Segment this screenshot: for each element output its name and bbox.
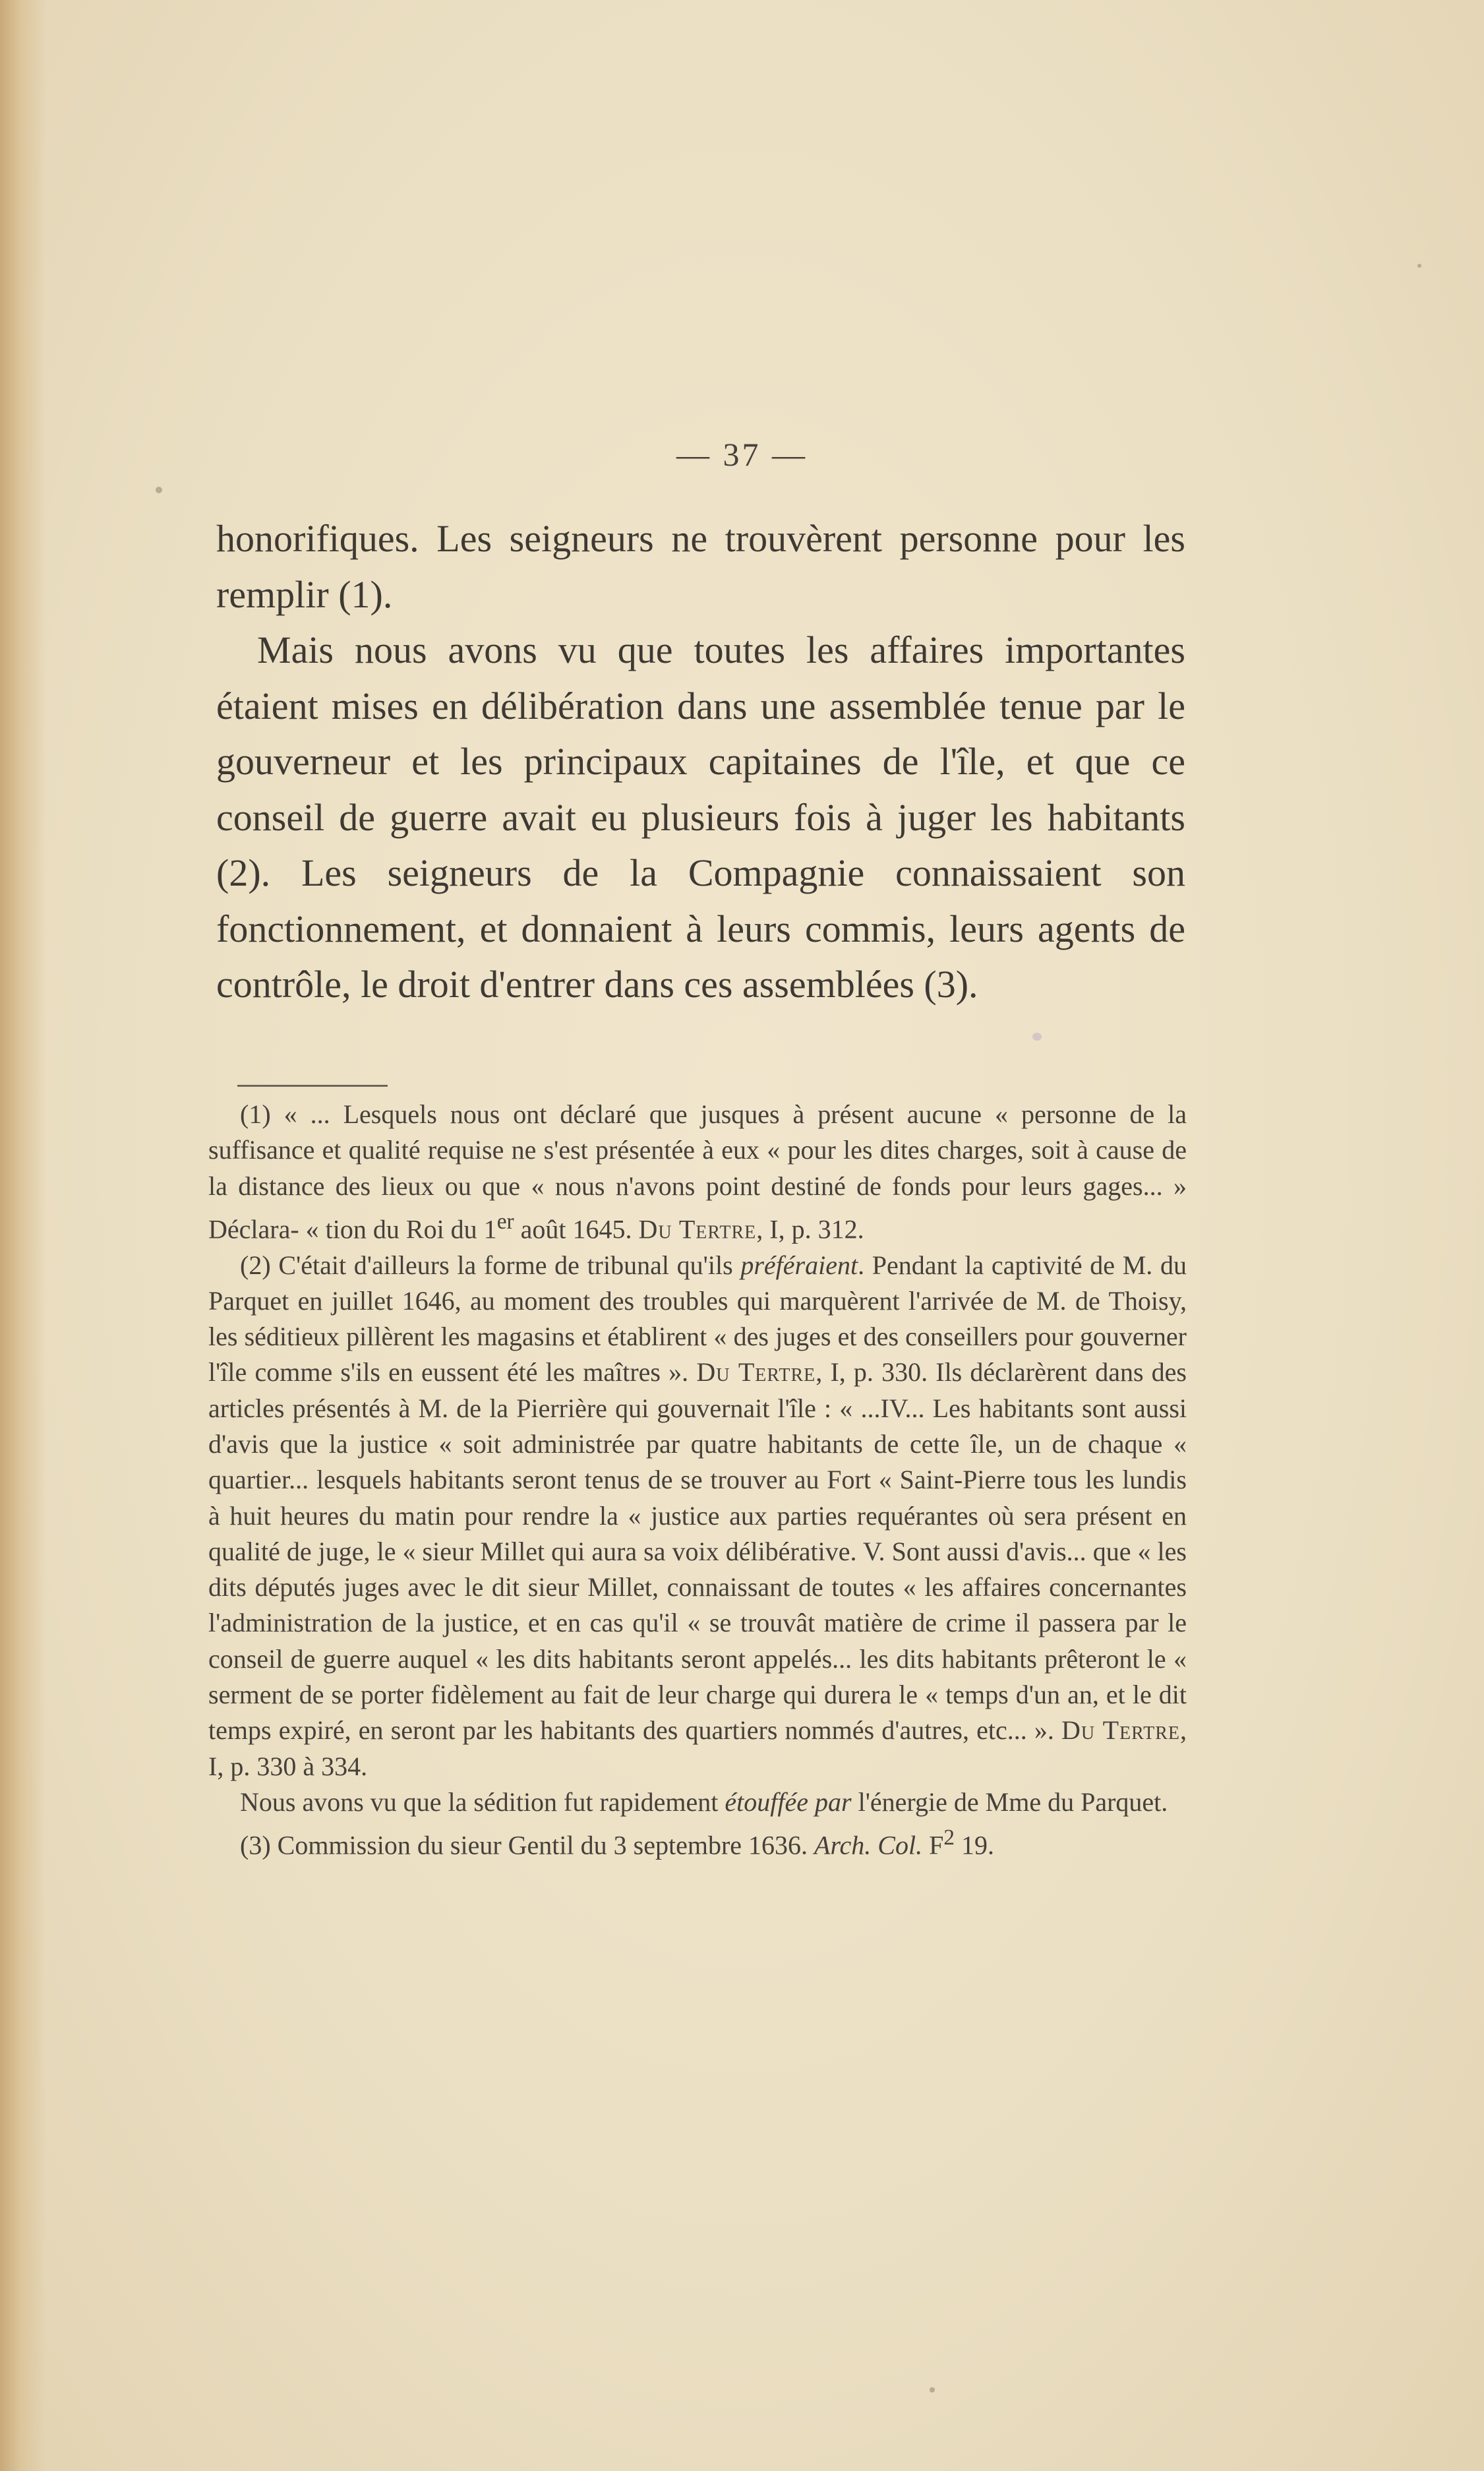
footnote-2-italic: préféraient <box>740 1250 858 1280</box>
footnote-2b-text-a: Nous avons vu que la sédition fut rapidement <box>240 1786 725 1817</box>
footnote-1 <box>208 1097 1187 1248</box>
footnote-1-reference: , I, p. 312. <box>756 1214 864 1244</box>
page-number: — 37 — <box>676 436 808 473</box>
footnote-2 <box>208 1248 1187 1785</box>
footnote-2b-text-b: l'énergie de Mme du Parquet. <box>851 1786 1168 1817</box>
footnote-1-text: (1) « ... Lesquels nous ont déclaré que jusques à présent aucune « personne de la suffisance et qualité requise ne s'est présentée à eux « pour les dites charges, soit à cause de la distance des lieux ou que « nous n'avons point destiné de fonds pour leurs gages... » Déclara- « tion du Roi du 1 <box>208 1099 1187 1244</box>
footnote-3 <box>208 1820 1187 1864</box>
footnote-1-date: août 1645. <box>514 1214 639 1244</box>
footnote-3-italic: Arch. Col. <box>814 1830 923 1860</box>
footnote-3-text-b: F <box>922 1830 944 1860</box>
footnotes <box>208 1097 1187 1864</box>
footnote-2-author-1: Du Tertre <box>696 1357 816 1388</box>
footnote-2-text-c: , I, p. 330. Ils déclarèrent dans des articles présentés à M. de la Pierrière qui gouvernait l'île : « ...IV... Les habitants sont aussi d'avis que la justice « soit administrée par quatre habitants de cette île, un de chaque « quartier... lesquels habitants seront tenus de se trouver au Fort « Saint-Pierre tous les lundis à huit heures du matin pour rendre la « justice aux parties requérantes où sera présent en qualité de juge, le « sieur Millet qui aura sa voix délibérative. V. Sont aussi d'avis... que « les dits députés juges avec le dit sieur Millet, connaissant de toutes « les affaires concernantes l'administration de la justice, et en cas qu'il « se trouvât matière de crime il passera par le conseil de guerre auquel « les dits habitants seront appelés... les dits habitants prêteront le « serment de se porter fidèlement au fait de leur charge qui durera le « temps d'un an, et le dit temps expiré, en seront par les habitants des quartiers nommés d'autres, etc... ». <box>208 1357 1187 1746</box>
footnote-2-continuation <box>208 1785 1187 1820</box>
paper-speck <box>1032 1033 1042 1041</box>
footnote-1-author: Du Tertre <box>638 1214 757 1244</box>
paper-speck <box>1417 264 1421 268</box>
footnote-separator <box>237 1085 388 1087</box>
paper-speck <box>156 487 162 493</box>
footnote-2-text-b: . Pendant la captivité de M. du Parquet en juillet 1646, au moment des troubles qui marquèrent l'arrivée de M. de Thoisy, les séditieux pillèrent les magasins et établirent « des juges et des conseillers pour gouverner l'île comme s'ils en eussent été les maîtres ». <box>208 1250 1187 1388</box>
page-edge-shadow <box>0 0 46 2471</box>
footnote-3-superscript: 2 <box>943 1825 955 1850</box>
footnote-2-reference: , I, p. 330 à 334. <box>208 1715 1187 1781</box>
footnote-2b-italic: étouffée par <box>725 1786 852 1817</box>
footnote-1-superscript: er <box>496 1209 514 1234</box>
main-text <box>216 511 1185 1013</box>
footnote-2-author-2: Du Tertre <box>1061 1715 1180 1746</box>
footnote-3-text-c: 19. <box>955 1830 994 1860</box>
footnote-3-text-a: (3) Commission du sieur Gentil du 3 septembre 1636. <box>240 1830 815 1860</box>
paper-speck <box>930 2387 935 2393</box>
footnote-2-text-a: (2) C'était d'ailleurs la forme de tribunal qu'ils <box>240 1250 741 1280</box>
paragraph-1: honorifiques. Les seigneurs ne trouvèrent personne pour les remplir (1). <box>216 517 1185 616</box>
paragraph-2: Mais nous avons vu que toutes les affaires importantes étaient mises en délibération dans une assemblée tenue par le gouverneur et les principaux capitaines de l'île, et que ce conseil de guerre avait eu plusieurs fois à juger les habitants (2). Les seigneurs de la Compagnie connaissaient son fonctionnement, et donnaient à leurs commis, leurs agents de contrôle, le droit d'entrer dans ces assemblées (3). <box>216 628 1185 1006</box>
